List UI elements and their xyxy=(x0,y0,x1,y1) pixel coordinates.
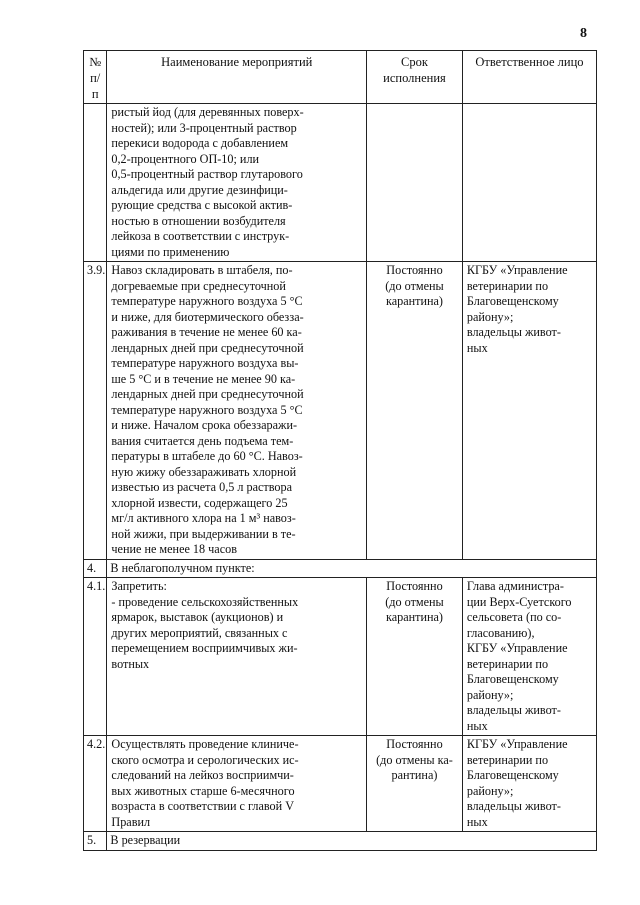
term-cell-line: (до отмены xyxy=(385,594,444,609)
header-responsible: Ответственное лицо xyxy=(462,51,596,104)
activity-cell-line: ную жижу обеззараживать хлорной xyxy=(111,464,297,479)
responsible-cell-line: владельцы живот- xyxy=(466,325,561,339)
term-cell xyxy=(367,104,463,262)
responsible-cell-line: ции Верх-Суетского xyxy=(466,594,572,609)
measures-table xyxy=(83,50,597,851)
row-number: 4.2. xyxy=(84,736,107,832)
activity-cell-line: ярмарок, выставок (аукционов) и xyxy=(111,610,284,624)
activity-cell-line: рующие средства с высокой актив- xyxy=(111,198,293,212)
activity-cell-line: альдегида или другие дезинфици- xyxy=(111,182,288,197)
activity-cell-line: ристый йод (для деревянных поверх- xyxy=(111,105,304,119)
responsible-cell-line: владельцы живот- xyxy=(466,703,561,717)
term-cell-line: Постоянно xyxy=(386,737,443,751)
activity-cell-line: следований на лейкоз восприимчи- xyxy=(111,768,294,782)
term-cell-line: Постоянно xyxy=(386,263,443,277)
responsible-cell-line: району»; xyxy=(466,687,514,702)
activity-cell-line: температуре наружного воздуха 5 °С xyxy=(111,402,303,417)
header-term: Срок исполнения xyxy=(367,51,463,104)
activity-cell-line: лендарных дней при среднесуточной xyxy=(111,387,304,401)
term-cell xyxy=(367,736,463,832)
activity-cell-line: раживания в течение не менее 60 ка- xyxy=(111,325,302,339)
activity-cell-line: - проведение сельскохозяйственных xyxy=(111,594,299,609)
activity-cell-line: лейкоза в соответствии с инструк- xyxy=(111,229,290,243)
responsible-cell xyxy=(462,578,596,736)
header-num: № п/п xyxy=(84,51,107,104)
term-cell-line: (до отмены xyxy=(385,278,444,293)
term-cell-line: карантина) xyxy=(385,610,443,624)
activity-cell xyxy=(107,104,367,262)
activity-cell-line: вания считается день подъема тем- xyxy=(111,433,294,448)
responsible-cell-line: ветеринарии по xyxy=(466,752,549,767)
page-number: 8 xyxy=(580,26,587,41)
responsible-cell-line: ветеринарии по xyxy=(466,656,549,671)
activity-cell-line: Навоз складировать в штабеля, по- xyxy=(111,263,293,277)
activity-cell xyxy=(107,262,367,560)
responsible-cell-line: гласованию), xyxy=(466,625,535,640)
term-cell-line: рантина) xyxy=(391,768,438,782)
activity-cell-line: лендарных дней при среднесуточной xyxy=(111,340,304,355)
row-number: 3.9. xyxy=(84,262,107,560)
responsible-cell-line: ных xyxy=(466,718,488,733)
responsible-cell-line: Благовещенскому xyxy=(466,768,559,782)
activity-cell-line: Правил xyxy=(111,814,151,829)
activity-cell-line: ше 5 °С и в течение не менее 90 ка- xyxy=(111,371,296,386)
responsible-cell-line: ных xyxy=(466,340,488,355)
activity-cell-line: ского осмотра и серологических ис- xyxy=(111,752,299,767)
activity-cell-line: и ниже. Началом срока обеззаражи- xyxy=(111,418,298,432)
responsible-cell-line: Глава администра- xyxy=(466,579,564,593)
term-cell-line: (до отмены ка- xyxy=(376,752,453,767)
term-cell-line: Постоянно xyxy=(386,579,443,593)
responsible-cell-line: ных xyxy=(466,814,488,829)
activity-cell-line: пературы в штабеле до 60 °С. Навоз- xyxy=(111,449,303,463)
activity-cell-line: вотных xyxy=(111,656,150,671)
activity-cell-line: вых животных старше 6-месячного xyxy=(111,783,295,798)
table-row xyxy=(84,262,597,560)
responsible-cell-line: КГБУ «Управление xyxy=(466,263,568,277)
responsible-cell-line: КГБУ «Управление xyxy=(466,641,568,655)
activity-cell xyxy=(107,578,367,736)
activity-cell-line: температуре наружного воздуха вы- xyxy=(111,356,299,370)
responsible-cell-line: Благовещенскому xyxy=(466,672,559,686)
table-header-row xyxy=(84,51,597,104)
activity-cell-line: ностью в отношении возбудителя xyxy=(111,213,286,228)
activity-cell-line: температуре наружного воздуха 5 °С xyxy=(111,294,303,308)
responsible-cell xyxy=(462,262,596,560)
table-row xyxy=(84,559,597,578)
table-row xyxy=(84,832,597,851)
table-body xyxy=(84,104,597,851)
row-number: 4.1. xyxy=(84,578,107,736)
activity-cell-line: известью из расчета 0,5 л раствора xyxy=(111,480,293,494)
activity-cell-line: 0,2-процентного ОП-10; или xyxy=(111,151,260,166)
table-row xyxy=(84,578,597,736)
term-cell xyxy=(367,262,463,560)
activity-cell xyxy=(107,736,367,832)
activity-cell-line: Осуществлять проведение клиниче- xyxy=(111,737,299,751)
activity-cell-line: хлорной извести, содержащего 25 xyxy=(111,495,288,510)
responsible-cell-line: сельсовета (по со- xyxy=(466,610,562,624)
activity-cell-line: мг/л активного хлора на 1 м³ навоз- xyxy=(111,511,296,525)
responsible-cell xyxy=(462,736,596,832)
responsible-cell-line: Благовещенскому xyxy=(466,294,559,308)
activity-cell-line: догреваемые при среднесуточной xyxy=(111,278,286,293)
activity-cell-line: циями по применению xyxy=(111,244,230,259)
responsible-cell-line: району»; xyxy=(466,309,514,324)
activity-cell-line: ной жижи, при выдерживании в те- xyxy=(111,526,296,541)
activity-cell-line: перемещением восприимчивых жи- xyxy=(111,641,298,655)
table-row xyxy=(84,104,597,262)
responsible-cell-line: владельцы живот- xyxy=(466,799,561,813)
section-title: В неблагополучном пункте: xyxy=(107,559,597,578)
activity-cell-line: и ниже, для биотермического обезза- xyxy=(111,309,304,324)
activity-cell-line: Запретить: xyxy=(111,579,167,593)
activity-cell-line: чение не менее 18 часов xyxy=(111,542,237,556)
activity-cell-line: ностей); или 3-процентный раствор xyxy=(111,120,297,135)
table-row xyxy=(84,736,597,832)
header-activity: Наименование мероприятий xyxy=(107,51,367,104)
section-title: В резервации xyxy=(107,832,597,851)
activity-cell-line: 0,5-процентный раствор глутарового xyxy=(111,167,303,181)
activity-cell-line: перекиси водорода с добавлением xyxy=(111,136,289,150)
responsible-cell-line: ветеринарии по xyxy=(466,278,549,293)
responsible-cell xyxy=(462,104,596,262)
row-number: 4. xyxy=(84,559,107,578)
activity-cell-line: других мероприятий, связанных с xyxy=(111,625,288,640)
row-number xyxy=(84,104,107,262)
activity-cell-line: возраста в соответствии с главой V xyxy=(111,799,295,813)
row-number: 5. xyxy=(84,832,107,851)
term-cell-line: карантина) xyxy=(385,294,443,308)
responsible-cell-line: КГБУ «Управление xyxy=(466,737,568,751)
responsible-cell-line: району»; xyxy=(466,783,514,798)
term-cell xyxy=(367,578,463,736)
